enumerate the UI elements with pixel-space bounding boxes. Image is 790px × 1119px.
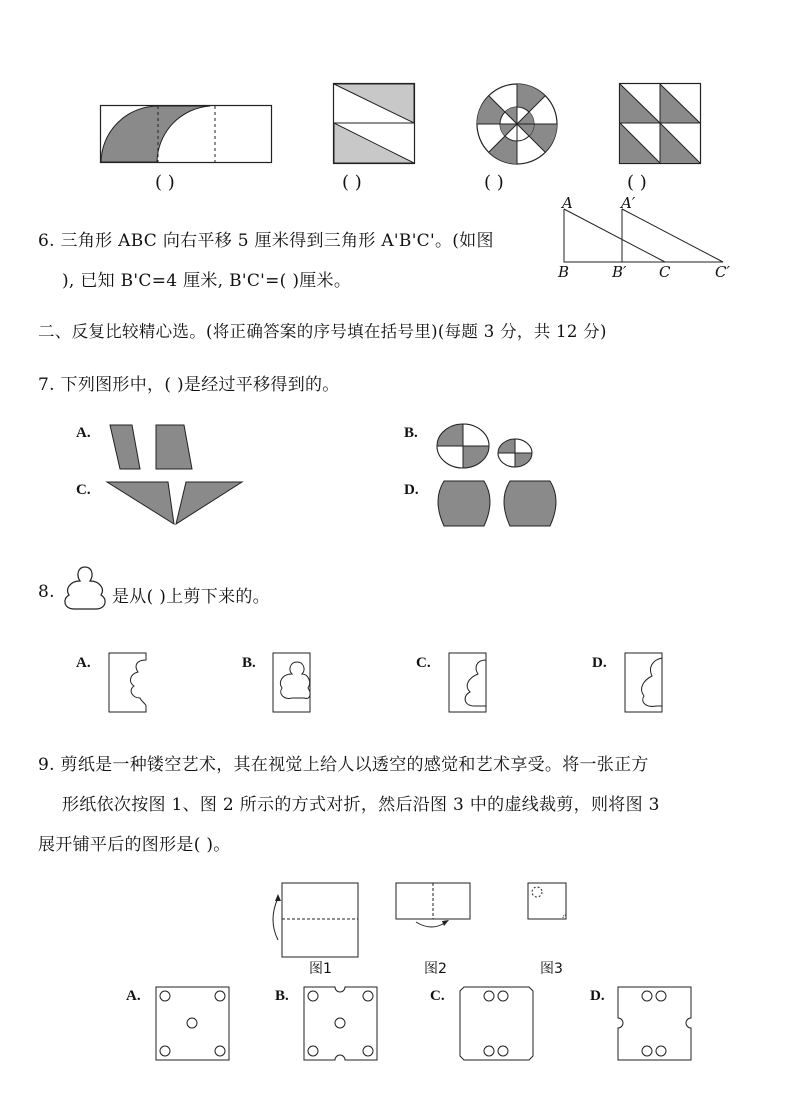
q9-option-a[interactable]: A. [126, 988, 141, 1004]
fig-square-triangles [333, 83, 415, 165]
q9-figure-d [617, 986, 693, 1062]
label-C: C [659, 263, 671, 281]
q9-line1: 9. 剪纸是一种镂空艺术，其在视觉上给人以透空的感觉和艺术享受。将一张正方 [38, 755, 649, 775]
gourd-cutout-icon [60, 565, 110, 613]
q9-option-b[interactable]: B. [275, 988, 289, 1004]
label-A: A [562, 194, 573, 212]
q8-option-a[interactable]: A. [76, 655, 91, 671]
q8-figure-b [272, 652, 312, 714]
answer-blank-2[interactable]: ( ) [342, 172, 362, 193]
figure3-caption: 图3 [540, 961, 563, 977]
q7-figure-c [106, 480, 244, 526]
q9-figure-b [303, 986, 379, 1062]
q9-figure3-cut [527, 882, 571, 922]
q7-stem: 7. 下列图形中，( )是经过平移得到的。 [38, 375, 340, 395]
answer-blank-1[interactable]: ( ) [155, 172, 175, 193]
q9-figure-c [459, 986, 535, 1062]
q9-line3: 展开铺平后的图形是( )。 [38, 835, 231, 855]
label-B: B [558, 263, 570, 281]
q8-option-c[interactable]: C. [416, 655, 431, 671]
q8-figure-a [108, 652, 148, 714]
q6-line2: ), 已知 B'C=4 厘米, B'C'=( )厘米。 [62, 271, 352, 291]
section2-heading: 二、反复比较精心选。(将正确答案的序号填在括号里)(每题 3 分，共 12 分) [38, 322, 607, 341]
figure1-caption: 图1 [309, 961, 332, 977]
q9-option-c[interactable]: C. [430, 988, 445, 1004]
q8-figure-d [624, 652, 664, 714]
q7-option-d[interactable]: D. [404, 482, 419, 498]
q6-line1: 6. 三角形 ABC 向右平移 5 厘米得到三角形 A'B'C'。(如图 [38, 231, 494, 251]
q9-figure1-fold [266, 882, 362, 958]
answer-blank-4[interactable]: ( ) [627, 172, 647, 193]
q7-figure-a [108, 424, 196, 470]
q9-figure-a [155, 986, 231, 1062]
answer-blank-3[interactable]: ( ) [484, 172, 504, 193]
q7-figure-d [436, 480, 560, 528]
q8-option-b[interactable]: B. [242, 655, 256, 671]
fig-rectangle-arcs [100, 105, 272, 165]
q7-option-c[interactable]: C. [76, 482, 91, 498]
q7-figure-b [436, 422, 536, 470]
fig-square-checker-triangles [619, 83, 701, 165]
figure2-caption: 图2 [424, 961, 447, 977]
fig-circle-sectors [476, 83, 558, 165]
q8-figure-c [448, 652, 488, 714]
q8-stem: 是从( )上剪下来的。 [112, 587, 270, 607]
label-C-prime: C′ [715, 263, 730, 281]
q8-number: 8. [38, 582, 55, 602]
q9-figure2-fold [394, 882, 474, 932]
q8-option-d[interactable]: D. [592, 655, 607, 671]
label-A-prime: A′ [621, 194, 636, 212]
q7-option-a[interactable]: A. [76, 425, 91, 441]
q9-line2: 形纸依次按图 1、图 2 所示的方式对折，然后沿图 3 中的虚线裁剪，则将图 3 [62, 795, 660, 815]
q7-option-b[interactable]: B. [404, 425, 418, 441]
label-B-prime: B′ [612, 263, 627, 281]
q9-option-d[interactable]: D. [590, 988, 605, 1004]
